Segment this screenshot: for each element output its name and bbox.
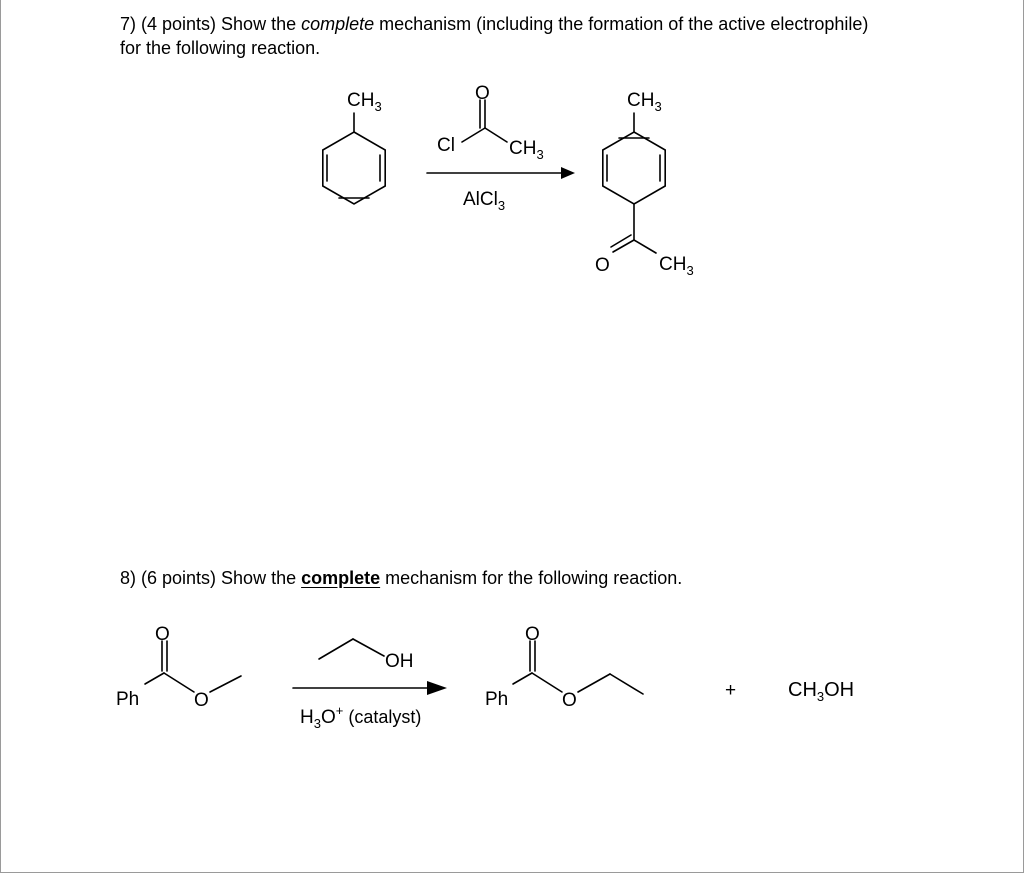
- emphasis-complete-bold: complete: [301, 568, 381, 588]
- emphasis-complete: complete: [301, 14, 375, 34]
- methyl-ester-structure: [116, 624, 241, 711]
- catalyst-alcl3-label: AlCl$_3$: [463, 189, 506, 213]
- ester-ph-label: Ph: [116, 689, 140, 710]
- methanol-label: $CH_3OH$: [788, 679, 855, 704]
- reaction-schemes: [1, 0, 1023, 872]
- ester-carbonyl-o-label: O: [155, 624, 170, 645]
- toluene-ch3-label: $CH_3$: [347, 90, 382, 114]
- toluene-structure: [323, 90, 385, 204]
- reaction-8-arrow: [293, 681, 447, 731]
- product-o-label: O: [595, 255, 610, 276]
- acetyl-chloride-structure: [437, 83, 544, 162]
- ethyl-ester-structure: [485, 624, 643, 711]
- acetyl-ch3-label: $CH_3$: [509, 138, 544, 162]
- product-acetyl-ch3-label: $CH_3$: [659, 254, 694, 278]
- reaction-7-arrow: [427, 167, 575, 213]
- product-ph-label: Ph: [485, 689, 509, 710]
- ester-o-label: O: [194, 690, 209, 711]
- ethanol-oh-label: OH: [385, 651, 414, 672]
- question-7: 7) (4 points) Show the complete mechanism (including the formation of the active electrophile) for the following reaction.: [120, 14, 869, 58]
- catalyst-h3o-label: $H_3O^+$ (catalyst): [300, 703, 422, 731]
- p-methylacetophenone-structure: [595, 90, 694, 278]
- question-8: 8) (6 points) Show the complete mechanism for the following reaction.: [120, 568, 683, 588]
- plus-sign: +: [725, 680, 737, 701]
- ethanol-structure: [319, 639, 414, 672]
- acetyl-cl-label: Cl: [437, 135, 455, 156]
- acetyl-o-label: O: [475, 83, 490, 104]
- product-ch3-label: $CH_3$: [627, 90, 662, 114]
- product-ester-o-label: O: [562, 690, 577, 711]
- product-carbonyl-o-label: O: [525, 624, 540, 645]
